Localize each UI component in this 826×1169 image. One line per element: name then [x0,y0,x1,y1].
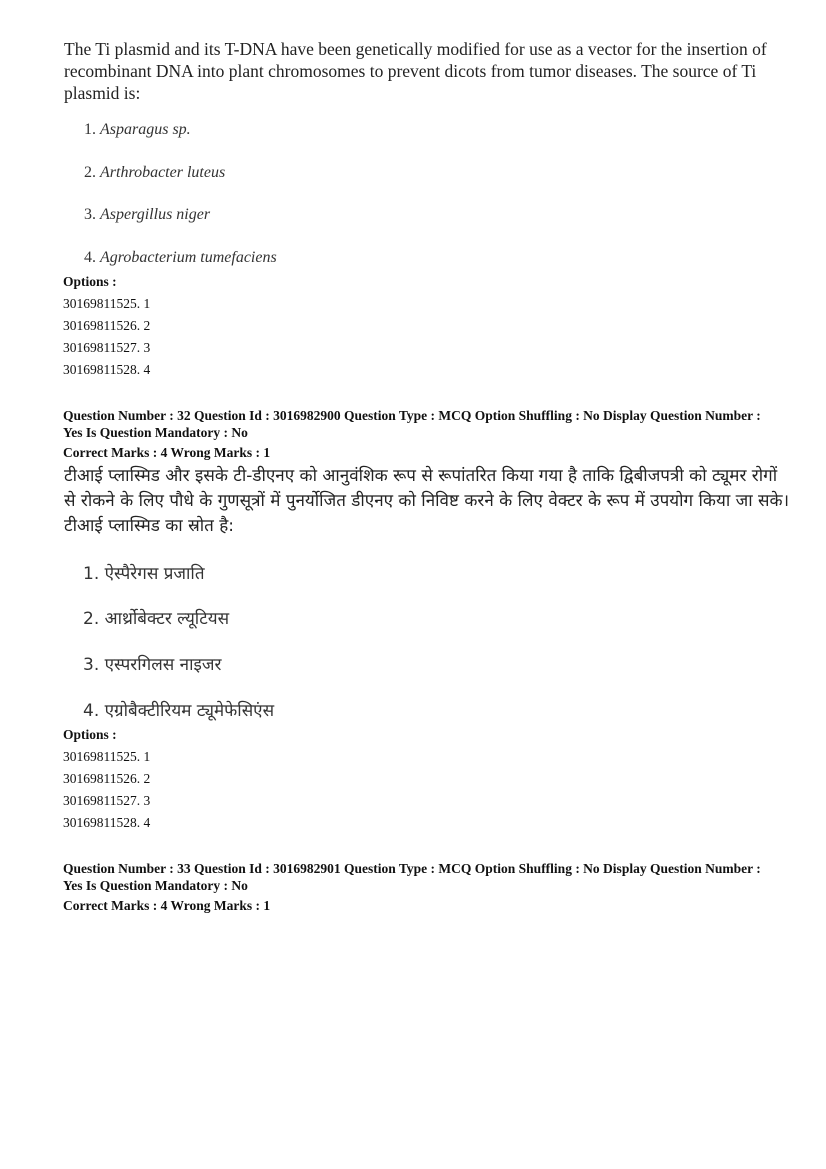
question-33-meta: Question Number : 33 Question Id : 3016982901 Question Type : MCQ Option Shuffling : No Display Question Number : Yes Is Question Mandatory : No [63,861,761,893]
question-32-marks: Correct Marks : 4 Wrong Marks : 1 [63,445,271,460]
option-id-2: 30169811526. 2 [63,318,151,333]
question-33-marks: Correct Marks : 4 Wrong Marks : 1 [63,898,271,913]
choice-4-en: 4. Agrobacterium tumefaciens [84,249,277,266]
options-label: Options : [63,274,117,289]
option-id-3: 30169811527. 3 [63,793,151,808]
option-id-1: 30169811525. 1 [63,296,151,311]
question-text-en: The Ti plasmid and its T-DNA have been genetically modified for use as a vector for the insertion of recombinant DNA into plant chromosomes to prevent dicots from tumor diseases. The source of Ti plasmid is: [64,39,767,103]
choice-1-en: 1. Asparagus sp. [84,121,191,138]
option-id-3: 30169811527. 3 [63,340,151,355]
choice-2-en: 2. Arthrobacter luteus [84,164,226,181]
option-id-1: 30169811525. 1 [63,749,151,764]
options-label: Options : [63,727,117,742]
choice-1-hi: 1. ऐस्पैरेगस प्रजाति [83,564,205,584]
option-id-4: 30169811528. 4 [63,362,151,377]
choice-4-hi: 4. एग्रोबैक्टीरियम ट्यूमेफेसिएंस [83,701,275,721]
question-text-hi: टीआई प्लास्मिड और इसके टी-डीएनए को आनुवंशिक रूप से रूपांतरित किया गया है ताकि द्विबीजपत्री को ट्यूमर रोगों से रोकने के लिए पौधे के गुणसूत्रों में पुनर्योजित डीएनए को निविष्ट करने के लिए वेक्टर के रूप में उपयोग किया जा सके। टीआई प्लास्मिड का स्रोत है: [64,466,790,536]
question-32-meta: Question Number : 32 Question Id : 3016982900 Question Type : MCQ Option Shuffling : No Display Question Number : Yes Is Question Mandatory : No [63,408,761,440]
choice-3-en: 3. Aspergillus niger [84,206,211,223]
option-id-4: 30169811528. 4 [63,815,151,830]
choice-3-hi: 3. एस्परगिलस नाइजर [83,655,222,675]
option-id-2: 30169811526. 2 [63,771,151,786]
choice-2-hi: 2. आर्थ्रोबेक्टर ल्यूटियस [83,609,230,629]
